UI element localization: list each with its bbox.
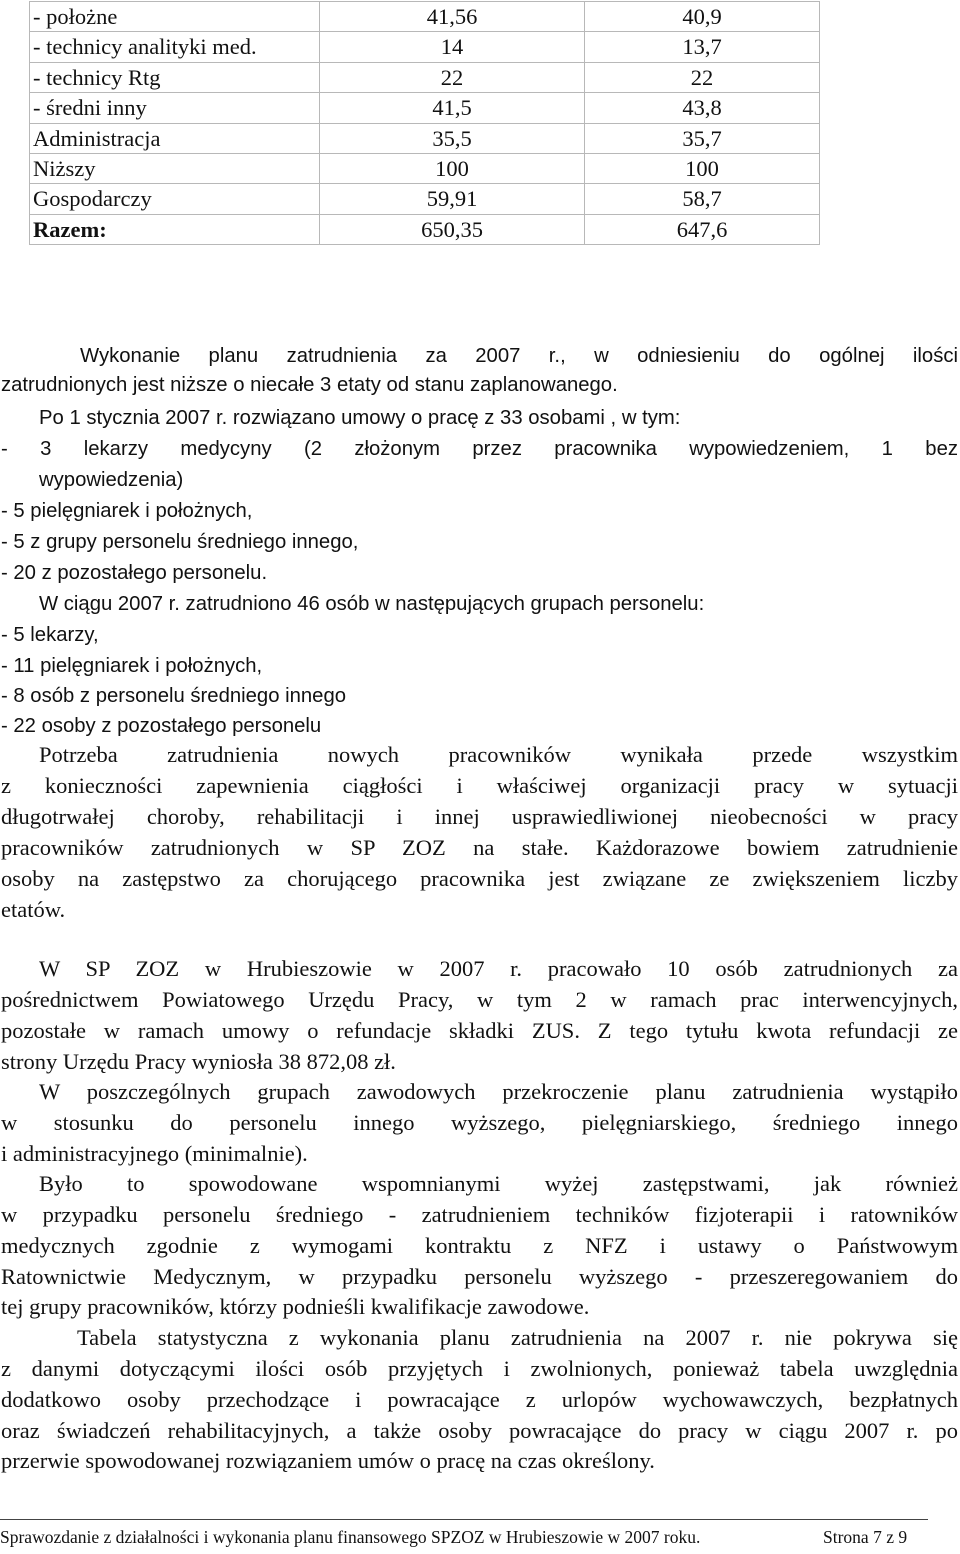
paragraph-line: w przypadku personelu średniego - zatrudnieniem techników fizjoterapii i ratowników: [1, 1202, 958, 1227]
table-row: [30, 154, 820, 184]
paragraph-line: osoby na zastępstwo za chorującego pracownika jest związane ze zwiększeniem liczby: [1, 866, 958, 891]
row-value-exec: 22: [585, 62, 820, 92]
row-value-plan: 41,5: [320, 93, 585, 123]
paragraph-line: Było to spowodowane wspomnianymi wyżej zastępstwami, jak również: [39, 1171, 958, 1196]
paragraph-line: strony Urzędu Pracy wyniosła 38 872,08 zł.: [1, 1049, 396, 1074]
row-value-plan: 14: [320, 32, 585, 62]
list-item: - 11 pielęgniarek i położnych,: [1, 655, 263, 677]
table-total-row: [30, 214, 820, 244]
table-row: [30, 184, 820, 214]
paragraph-line: z danymi dotyczącymi ilości osób przyjętych i zwolnionych, ponieważ tabela uwzględnia: [1, 1356, 958, 1381]
row-label: Gospodarczy: [30, 184, 320, 214]
row-label: - średni inny: [30, 93, 320, 123]
row-value-plan: 22: [320, 62, 585, 92]
paragraph-line: pozostałe w ramach umowy o refundacje składki ZUS. Z tego tytułu kwota refundacji ze: [1, 1018, 958, 1043]
paragraph-line: długotrwałej choroby, rehabilitacji i innej usprawiedliwionej nieobecności w pracy: [1, 804, 958, 829]
footer-page-number: Strona 7 z 9: [823, 1527, 908, 1547]
paragraph-line: i administracyjnego (minimalnie).: [1, 1141, 308, 1166]
total-value-plan: 650,35: [320, 214, 585, 244]
table-row: [30, 62, 820, 92]
paragraph-line: przerwie spowodowanej rozwiązaniem umów o pracę na czas określony.: [1, 1448, 655, 1473]
paragraph-line: z konieczności zapewnienia ciągłości i właściwej organizacji pracy w sytuacji: [1, 773, 958, 798]
row-label: Niższy: [30, 154, 320, 184]
paragraph-line: oraz świadczeń rehabilitacyjnych, a także osoby powracające do pracy w ciągu 2007 r. po: [1, 1418, 958, 1443]
footer-divider: [0, 1519, 928, 1520]
paragraph-line: Wykonanie planu zatrudnienia za 2007 r., w odniesieniu do ogólnej ilości: [80, 345, 958, 367]
paragraph-line: medycznych zgodnie z wymogami kontraktu z NFZ i ustawy o Państwowym: [1, 1233, 958, 1258]
table-row: [30, 93, 820, 123]
paragraph-line: Potrzeba zatrudnienia nowych pracowników wynikała przede wszystkim: [39, 742, 958, 767]
list-item: - 3 lekarzy medycyny (2 złożonym przez pracownika wypowiedzeniem, 1 bez: [1, 438, 958, 460]
list-item: - 5 pielęgniarek i położnych,: [1, 500, 253, 522]
row-value-exec: 40,9: [585, 2, 820, 32]
paragraph-line: pracowników zatrudnionych w SP ZOZ na stałe. Każdorazowe bowiem zatrudnienie: [1, 835, 958, 860]
paragraph-line: W SP ZOZ w Hrubieszowie w 2007 r. pracowało 10 osób zatrudnionych za: [39, 956, 958, 981]
paragraph-line: Tabela statystyczna z wykonania planu zatrudnienia na 2007 r. nie pokrywa się: [77, 1325, 958, 1350]
paragraph-line: etatów.: [1, 897, 66, 922]
list-item: - 22 osoby z pozostałego personelu: [1, 715, 322, 737]
paragraph-line: w stosunku do personelu innego wyższego, pielęgniarskiego, średniego innego: [1, 1110, 958, 1135]
row-value-plan: 35,5: [320, 123, 585, 153]
paragraph-line: dodatkowo osoby przechodzące i powracające z urlopów wychowawczych, bezpłatnych: [1, 1387, 958, 1412]
row-label: - położne: [30, 2, 320, 32]
total-value-exec: 647,6: [585, 214, 820, 244]
paragraph-line: wypowiedzenia): [39, 469, 184, 491]
list-item: - 5 z grupy personelu średniego innego,: [1, 531, 359, 553]
staffing-table: [29, 1, 820, 245]
row-value-exec: 100: [585, 154, 820, 184]
table-row: [30, 123, 820, 153]
table-row: [30, 2, 820, 32]
row-value-exec: 43,8: [585, 93, 820, 123]
row-value-exec: 58,7: [585, 184, 820, 214]
paragraph-line: W poszczególnych grupach zawodowych przekroczenie planu zatrudnienia wystąpiło: [39, 1079, 958, 1104]
row-label: Administracja: [30, 123, 320, 153]
row-value-exec: 13,7: [585, 32, 820, 62]
paragraph-line: Po 1 stycznia 2007 r. rozwiązano umowy o pracę z 33 osobami , w tym:: [39, 407, 681, 429]
row-value-plan: 100: [320, 154, 585, 184]
paragraph-line: zatrudnionych jest niższe o niecałe 3 etaty od stanu zaplanowanego.: [1, 374, 618, 396]
total-label: Razem:: [30, 214, 320, 244]
row-label: - technicy analityki med.: [30, 32, 320, 62]
paragraph-line: pośrednictwem Powiatowego Urzędu Pracy, w tym 2 w ramach prac interwencyjnych,: [1, 987, 958, 1012]
list-item: - 8 osób z personelu średniego innego: [1, 685, 347, 707]
paragraph-line: Ratownictwie Medycznym, w przypadku personelu wyższego - przeszeregowaniem do: [1, 1264, 958, 1289]
list-item: - 5 lekarzy,: [1, 624, 99, 646]
row-value-exec: 35,7: [585, 123, 820, 153]
paragraph-line: tej grupy pracowników, którzy podnieśli kwalifikacje zawodowe.: [1, 1294, 590, 1319]
row-value-plan: 59,91: [320, 184, 585, 214]
row-label: - technicy Rtg: [30, 62, 320, 92]
list-item: - 20 z pozostałego personelu.: [1, 562, 268, 584]
table-row: [30, 32, 820, 62]
footer-document-title: Sprawozdanie z działalności i wykonania planu finansowego SPZOZ w Hrubieszowie w 2007 roku.: [0, 1527, 701, 1547]
row-value-plan: 41,56: [320, 2, 585, 32]
paragraph-line: W ciągu 2007 r. zatrudniono 46 osób w następujących grupach personelu:: [39, 593, 705, 615]
